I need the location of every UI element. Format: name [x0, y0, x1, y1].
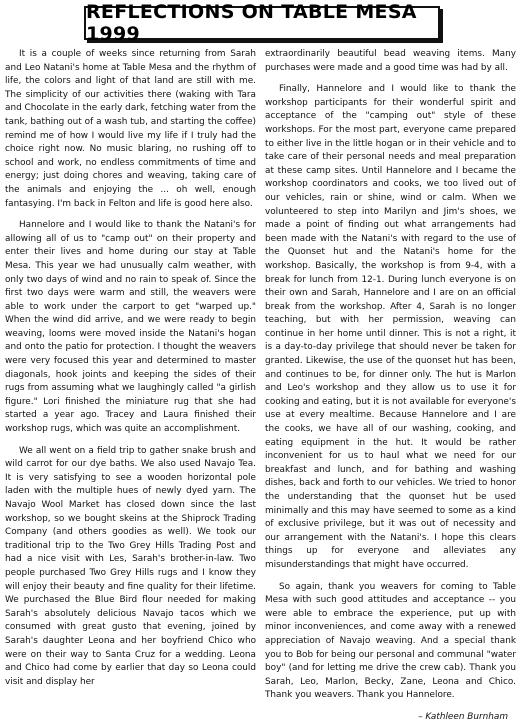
article-body	[5, 48, 517, 722]
article-title: REFLECTIONS ON TABLE MESA 1999	[86, 1, 417, 45]
paragraph: So again, thank you weavers for coming to Table Mesa with such good attitudes and acceptance -- you were able to embrace the experience, put up with minor inconveniences, and come away with a renewed appreciation of Navajo weaving. And a special thank you to Bob for being our personal and communal "water boy" (and for letting me drive the crew cab). Thank you Sarah, Leo, Marlon, Becky, Zane, Leona and Chico. Thank you weavers. Thank you Hannelore.	[265, 581, 516, 701]
paragraph: It is a couple of weeks since returning from Sarah and Leo Natani's home at Table Mesa and the rhythm of life, the colors and light of that land are still with me. The simplicity of our activities there (waking with Tara and Chocolate in the early dark, fetching water from the tank, bathing out of a wash tub, and starting the coffee) remind me of how I would live my life if I truly had the choice right now. No music blaring, no rushing off to school and work, no endless commitments of time and energy; just doing chores and weaving, taking care of the animals and enjoying the ... oh well, enough fantasying. I'm back in Felton and life is good here also.	[5, 49, 256, 209]
right-column	[265, 48, 516, 722]
paragraph-continuation: extraordinarily beautiful bead weaving items. Many purchases were made and a good time was had by all.	[265, 49, 516, 73]
author-signature: – Kathleen Burnham	[418, 711, 508, 722]
left-column	[5, 48, 256, 700]
paragraph: Hannelore and I would like to thank the Natani's for allowing all of us to "camp out" on their property and enter their lives and home during our stay at Table Mesa. This year we had unusually calm weather, with only two days of wind and no rain to speak of. Since the first two days were warm and still, the weavers were able to work under the carport to get "warped up." When the wind did arrive, and we were ready to begin weaving, looms were moved inside the Natani's hogan and onto the patio for protection. I thought the weavers were very focused this year and determined to master diagonals, hook joints and keeping the sides of their rugs from assuming what we laughingly called "a girlish figure." Lori finished the miniature rug that she had started a year ago. Tracey and Laura finished their workshop rugs, which was quite an accomplishment.	[5, 220, 256, 435]
paragraph: Finally, Hannelore and I would like to thank the workshop participants for their wonderful spirit and acceptance of the "camping out" style of these workshops. For the most part, everyone came prepared to either live in the little hogan or in their vehicle and to take care of their personal needs and meal preparation at these camp sites. Until Hannelore and I became the workshop coordinators and cooks, we too lived out of our vehicles, rain or shine, wind or calm. When we volunteered to step into Marilyn and Jim's shoes, we made a point of finding out what arrangements had been made with the Natani's with regard to the use of the Quonset hut and the Natani's home for the workshop. Basically, the workshop is from 9-4, with a break for lunch from 12-1. During lunch everyone is on their own and Sarah, Hannelore and I are on an official break from the workshop. After 4, Sarah is no longer teaching, but with her permission, weaving can continue in her home until dinner. This is not a right, it is a day-to-day privilege that should never be taken for granted. Likewise, the use of the quonset hut has been, and continues to be, for dinner only. The hut is Marlon and Leo's workshop and they allow us to use it for cooking and eating, but it is not available for everyone's use at every mealtime. Because Hannelore and I are the cooks, we have all of our washing, cooking, and eating equipment in the hut. It would be rather inconvenient for us to haul what we need for our breakfast and lunch, and for bathing and washing dishes, back and forth to our vehicles. We tried to honor the understanding that the quonset hut be used minimally and this may have seemed to some as a kind of exclusive privilege, but it was out of necessity and our arrangement with the Natani's. I hope this clears things up for everyone and alleviates any misunderstandings that might have occurred.	[265, 84, 516, 570]
paragraph: We all went on a field trip to gather snake brush and wild carrot for our dye baths. We also used Navajo Tea. It is very satisfying to see a wooden horizontal pole laden with the multiple hues of newly dyed yarn. The Navajo Wool Market has closed down since the last workshop, so we bought skeins at the Shiprock Trading Company (and others goodies as well). We took our traditional trip to the Two Grey Hills Trading Post and had a nice visit with Les, Sarah's brother-in-law. Two people purchased Two Grey Hills rugs and I know they will enjoy their beauty and fine quality for their lifetime. We purchased the Blue Bird flour needed for making Sarah's absolutely delicious Navajo tacos which we consumed with great gusto that evening, joined by Sarah's daughter Leona and her boyfriend Chico who were on their way to Santa Cruz for a wedding. Leona and Chico had come by earlier that day so Leona could visit and display her	[5, 445, 256, 687]
article-title-box	[84, 1, 440, 45]
